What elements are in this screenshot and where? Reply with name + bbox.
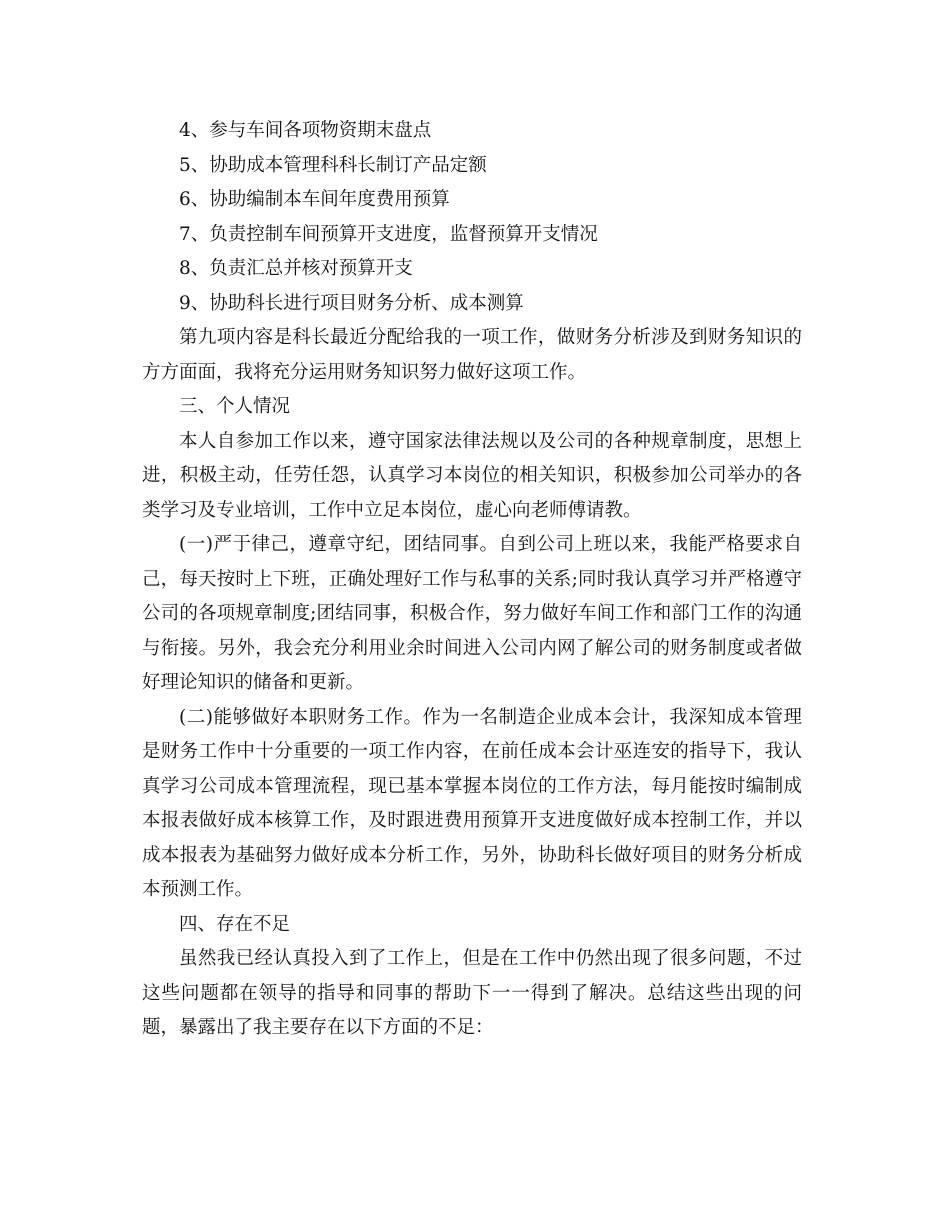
list-item-9: 9、协助科长进行项目财务分析、成本测算: [179, 292, 524, 314]
paragraph-shortcomings-intro: 虽然我已经认真投入到了工作上，但是在工作中仍然出现了很多问题，不过这些问题都在领导的指导和同事的帮助下一一得到了解决。总结这些出现的问题，暴露出了我主要存在以下方面的不足：: [142, 948, 802, 1038]
section-heading-personal: 三、个人情况: [179, 396, 291, 417]
paragraph-personal-intro: 本人自参加工作以来，遵守国家法律法规以及公司的各种规章制度，思想上进，积极主动，任劳任怨，认真学习本岗位的相关知识，积极参加公司举办的各类学习及专业培训，工作中立足本岗位，虚心向老师傅请教。: [142, 430, 802, 521]
list-item-8: 8、负责汇总并核对预算开支: [179, 258, 413, 279]
list-item-7: 7、负责控制车间预算开支进度，监督预算开支情况: [179, 223, 598, 245]
section-heading-shortcomings: 四、存在不足: [179, 913, 291, 935]
document-body: [142, 114, 802, 1046]
list-item-5: 5、协助成本管理科科长制订产品定额: [179, 154, 487, 176]
list-item-6: 6、协助编制本车间年度费用预算: [179, 189, 450, 210]
list-item-4: 4、参与车间各项物资期末盘点: [179, 120, 432, 141]
paragraph-ninth-item-note: 第九项内容是科长最近分配给我的一项工作，做财务分析涉及到财务知识的方方面面，我将充分运用财务知识努力做好这项工作。: [142, 327, 802, 383]
paragraph-discipline: (一)严于律己，遵章守纪，团结同事。自到公司上班以来，我能严格要求自己，每天按时上下班，正确处理好工作与私事的关系;同时我认真学习并严格遵守公司的各项规章制度;团结同事，积极合作，努力做好车间工作和部门工作的沟通与衔接。另外，我会充分利用业余时间进入公司内网了解公司的财务制度或者做好理论知识的储备和更新。: [142, 534, 802, 693]
paragraph-finance-work: (二)能够做好本职财务工作。作为一名制造企业成本会计，我深知成本管理是财务工作中十分重要的一项工作内容，在前任成本会计巫连安的指导下，我认真学习公司成本管理流程，现已基本掌握本岗位的工作方法，每月能按时编制成本报表做好成本核算工作，及时跟进费用预算开支进度做好成本控制工作，并以成本报表为基础努力做好成本分析工作，另外，协助科长做好项目的财务分析成本预测工作。: [142, 706, 802, 900]
